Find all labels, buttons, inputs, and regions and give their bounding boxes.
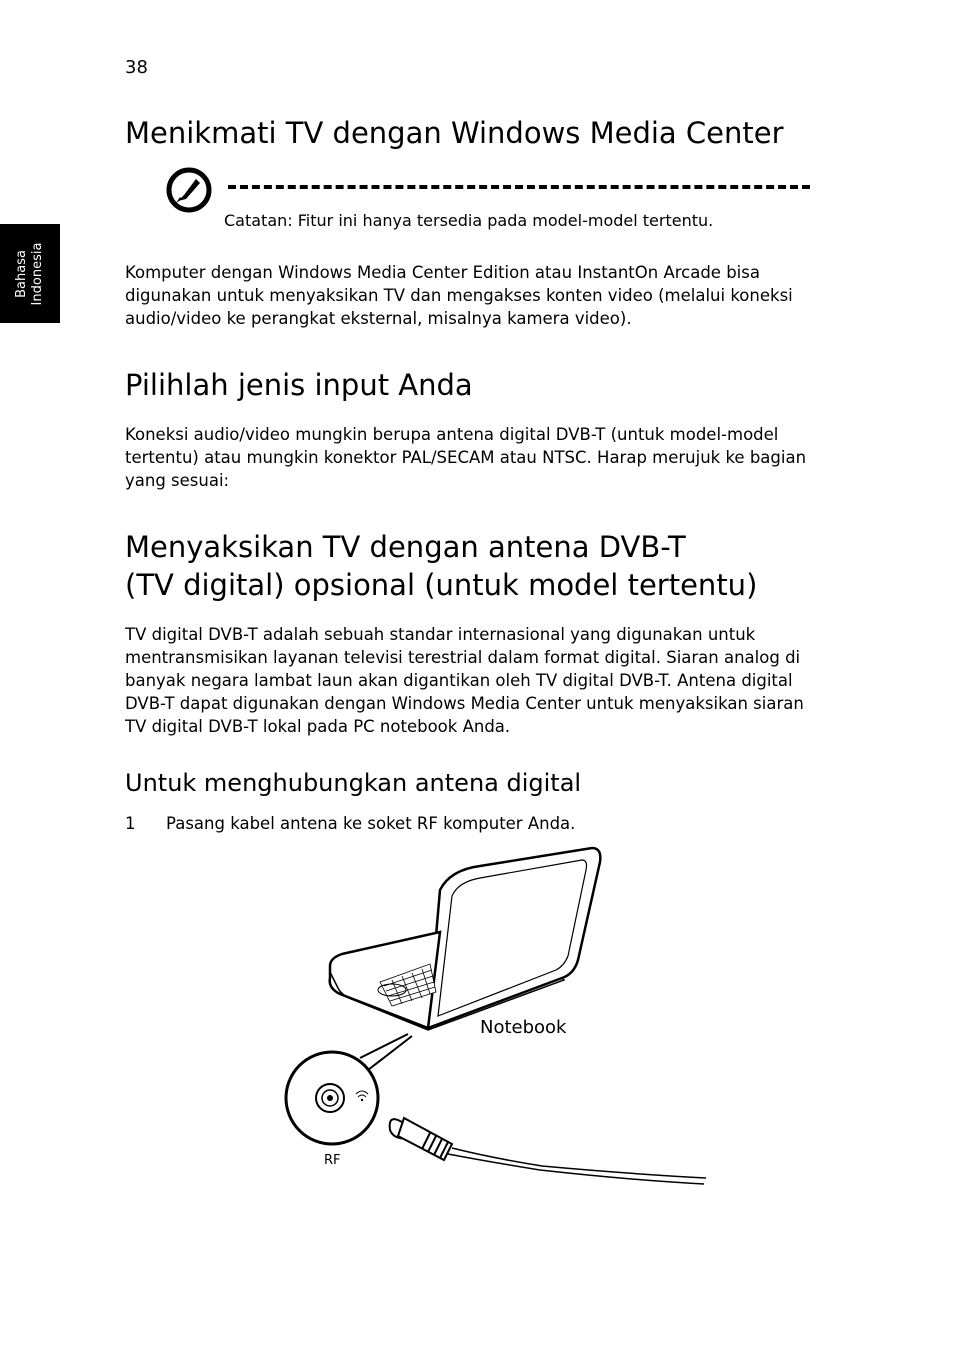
paragraph-input-type: Koneksi audio/video mungkin berupa antena digital DVB-T (untuk model-model tertentu) atau mungkin konektor PAL/SECAM atau NTSC. Harap merujuk ke bagian yang sesuai:: [125, 425, 807, 490]
step-text: Pasang kabel antena ke soket RF komputer Anda.: [166, 814, 576, 833]
note-text: [224, 210, 713, 232]
label-rf: RF: [324, 1153, 341, 1168]
section-title-dvbt-line1: Menyaksikan TV dengan antena DVB-T: [125, 530, 686, 564]
section-title-input-type: Pilihlah jenis input Anda: [125, 368, 473, 402]
note-label: Catatan:: [224, 211, 293, 230]
paragraph-dvbt: TV digital DVB-T adalah sebuah standar internasional yang digunakan untuk mentransmisikan layanan televisi terestrial dalam format digital. Siaran analog di banyak negara lambat laun akan digantikan oleh TV digital DVB-T. Antena digital DVB-T dapat digunakan dengan Windows Media Center untuk menyaksikan siaran TV digital DVB-T lokal pada PC notebook Anda.: [125, 625, 804, 736]
step-number: 1: [125, 814, 136, 833]
label-notebook: Notebook: [480, 1017, 567, 1038]
side-tab-line2: Indonesia: [30, 242, 45, 305]
note-body: Fitur ini hanya tersedia pada model-model tertentu.: [292, 211, 714, 230]
note-divider: [228, 185, 810, 189]
notebook-rf-illustration: [280, 840, 720, 1190]
note-pen-icon: [166, 167, 212, 213]
section-title-media-center: Menikmati TV dengan Windows Media Center: [125, 116, 784, 150]
page-number: 38: [125, 57, 148, 78]
subsection-title-connect-antenna: Untuk menghubungkan antena digital: [125, 769, 582, 797]
paragraph-intro: Komputer dengan Windows Media Center Edition atau InstantOn Arcade bisa digunakan untuk menyaksikan TV dan mengakses konten video (melalui koneksi audio/video ke perangkat eksternal, misalnya kamera video).: [125, 263, 793, 328]
section-title-dvbt-line2: (TV digital) opsional (untuk model tertentu): [125, 568, 758, 602]
language-side-tab: [0, 224, 60, 323]
side-tab-line1: Bahasa: [14, 249, 29, 298]
